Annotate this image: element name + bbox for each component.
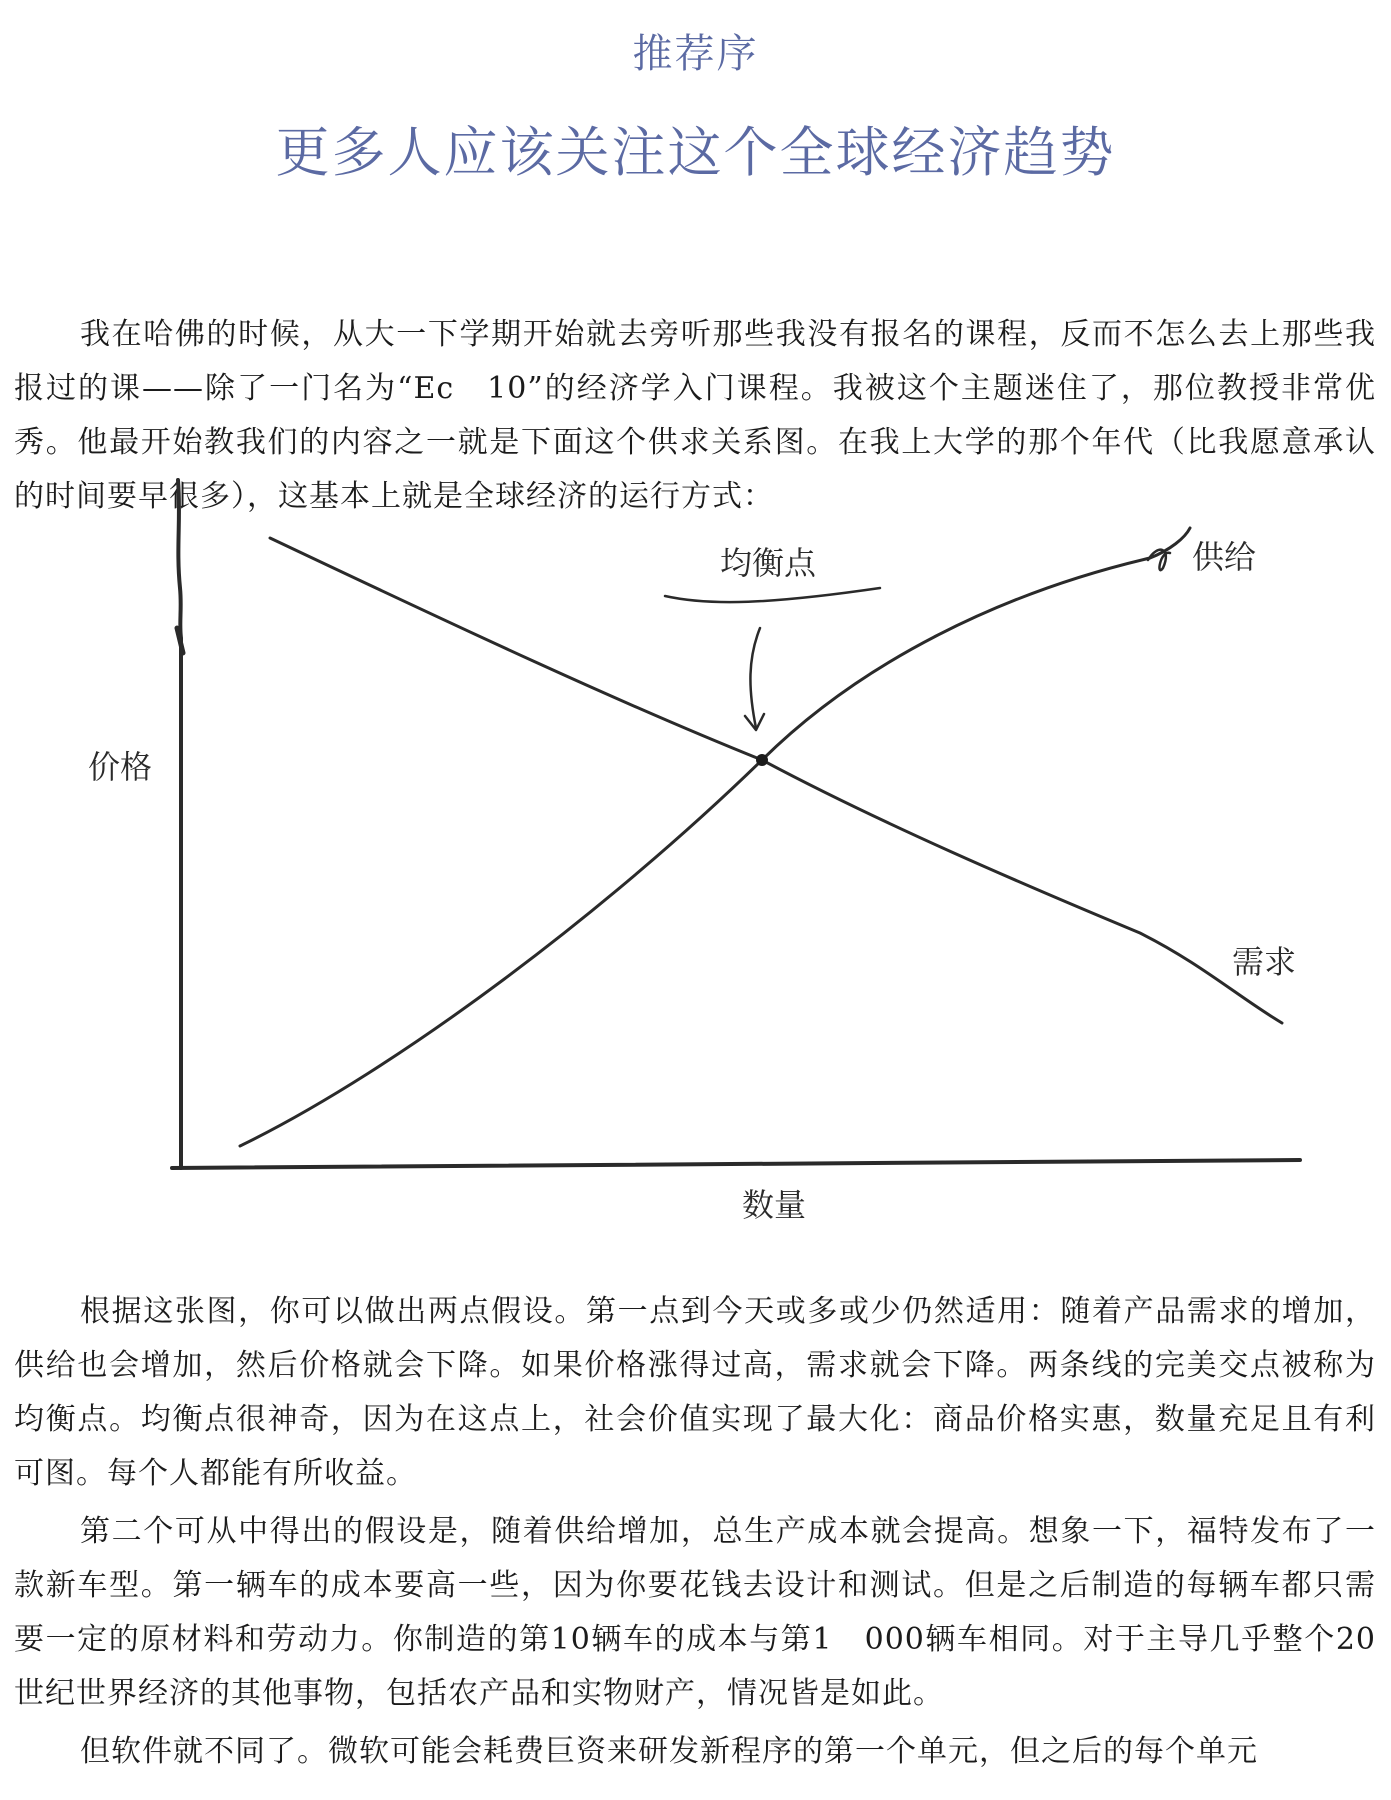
page-title: 更多人应该关注这个全球经济趋势	[275, 121, 1116, 184]
section-label: 推荐序	[632, 31, 759, 77]
supply-demand-sketch	[60, 478, 1330, 1230]
demand-line	[270, 538, 1282, 1023]
equilibrium-label: 均衡点	[720, 544, 817, 582]
y-axis-label: 价格	[88, 748, 153, 786]
supply-demand-figure	[60, 478, 1330, 1230]
x-axis-label: 数量	[742, 1186, 807, 1224]
y-axis-line	[178, 480, 181, 1168]
paragraph-1: 我在哈佛的时候，从大一下学期开始就去旁听那些我没有报名的课程，反而不怎么去上那些我报过的课——除了一门名为“Ec 10”的经济学入门课程。我被这个主题迷住了，那位教授非常优秀。他最开始教我们的内容之一就是下面这个供求关系图。在我上大学的那个年代（比我愿意承认的时间要早很多），这基本上就是全球经济的运行方式：	[14, 317, 1376, 514]
paragraph-4: 但软件就不同了。微软可能会耗费巨资来研发新程序的第一个单元，但之后的每个单元	[80, 1734, 1258, 1769]
paragraph-3: 第二个可从中得出的假设是，随着供给增加，总生产成本就会提高。想象一下，福特发布了一款新车型。第一辆车的成本要高一些，因为你要花钱去设计和测试。但是之后制造的每辆车都只需要一定的原材料和劳动力。你制造的第10辆车的成本与第1 000辆车相同。对于主导几乎整个20世纪世界经济的其他事物，包括农产品和实物财产，情况皆是如此。	[14, 1514, 1376, 1711]
equilibrium-arrow	[750, 628, 760, 728]
supply-line	[240, 528, 1190, 1146]
x-axis-line	[172, 1160, 1300, 1168]
demand-label: 需求	[1232, 943, 1297, 981]
label-underline-scribble	[665, 588, 880, 602]
paragraph-2: 根据这张图，你可以做出两点假设。第一点到今天或多或少仍然适用：随着产品需求的增加，供给也会增加，然后价格就会下降。如果价格涨得过高，需求就会下降。两条线的完美交点被称为均衡点。均衡点很神奇，因为在这点上，社会价值实现了最大化：商品价格实惠，数量充足且有利可图。每个人都能有所收益。	[14, 1294, 1376, 1491]
supply-label: 供给	[1192, 538, 1257, 576]
equilibrium-point	[756, 754, 768, 766]
